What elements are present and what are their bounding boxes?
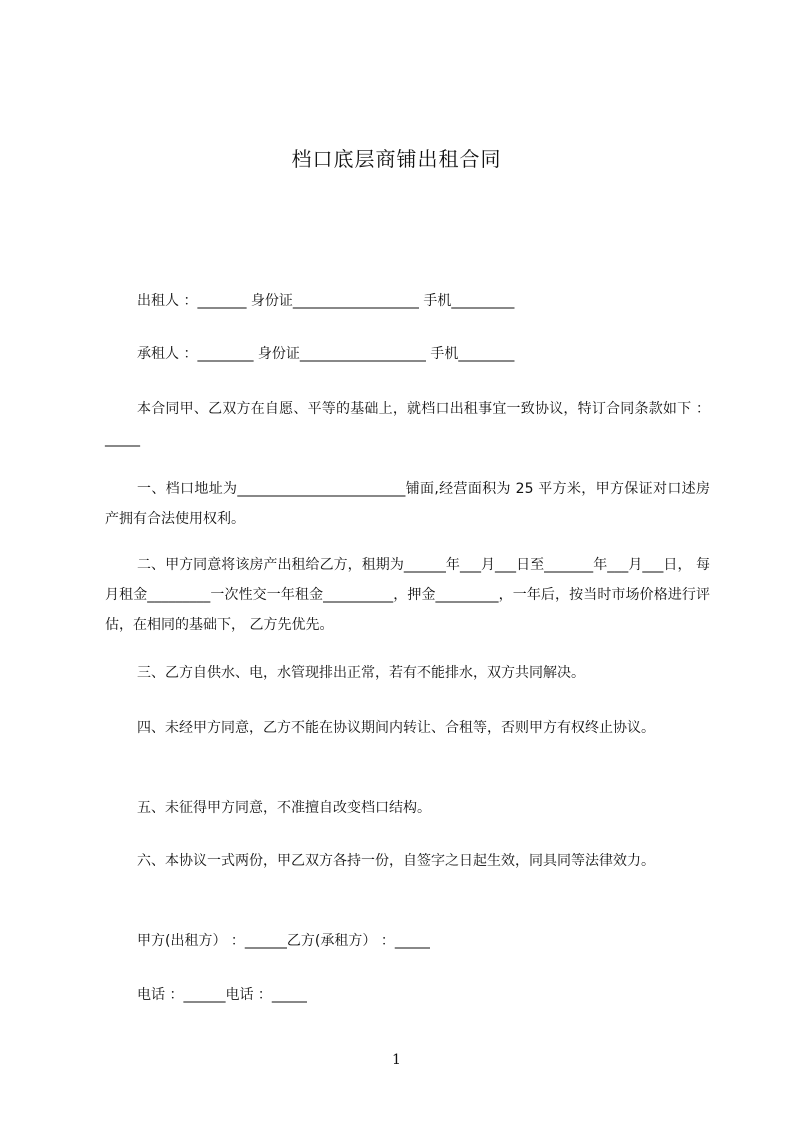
document-title: 档口底层商铺出租合同 [291,147,502,171]
clause-3: 三、乙方自供水、电，水管现排出正常，若有不能排水，双方共同解决。 [137,665,585,681]
signature-line: 甲方(出租方） ：______乙方(承租方） ：_____ [137,933,430,949]
clause-5: 五、未征得甲方同意，不准擅自改变档口结构。 [137,800,431,816]
lessee-info-line: 承租人 ：________ 身份证__________________ 手机________ [137,346,515,362]
intro-paragraph: 本合同甲、乙双方在自愿、平等的基础上，就档口出租事宜一致协议，特订合同条款如下 ：_____ [105,401,710,447]
clause-6: 六、本协议一式两份，甲乙双方各持一份，自签字之日起生效，同具同等法律效力。 [137,853,655,869]
phone-line: 电话 ：______电话 ：_____ [137,987,307,1003]
clause-4: 四、未经甲方同意，乙方不能在协议期间内转让、合租等，否则甲方有权终止协议。 [137,720,655,736]
lessor-info-line: 出租人 ：_______ 身份证__________________ 手机_________ [137,293,515,309]
page-number: 1 [392,1052,401,1068]
clause-2: 二、甲方同意将该房产出租给乙方，租期为______年___月___日至_______年___月___日， 每月租金_________一次性交一年租金__________，押金_________，一年后，按当时市场价格进行评估，在相同的基础下， 乙方先优先。 [105,557,710,633]
clause-1: 一、档口地址为________________________铺面,经营面积为 25 平方米，甲方保证对口述房产拥有合法使用权利。 [105,481,710,527]
